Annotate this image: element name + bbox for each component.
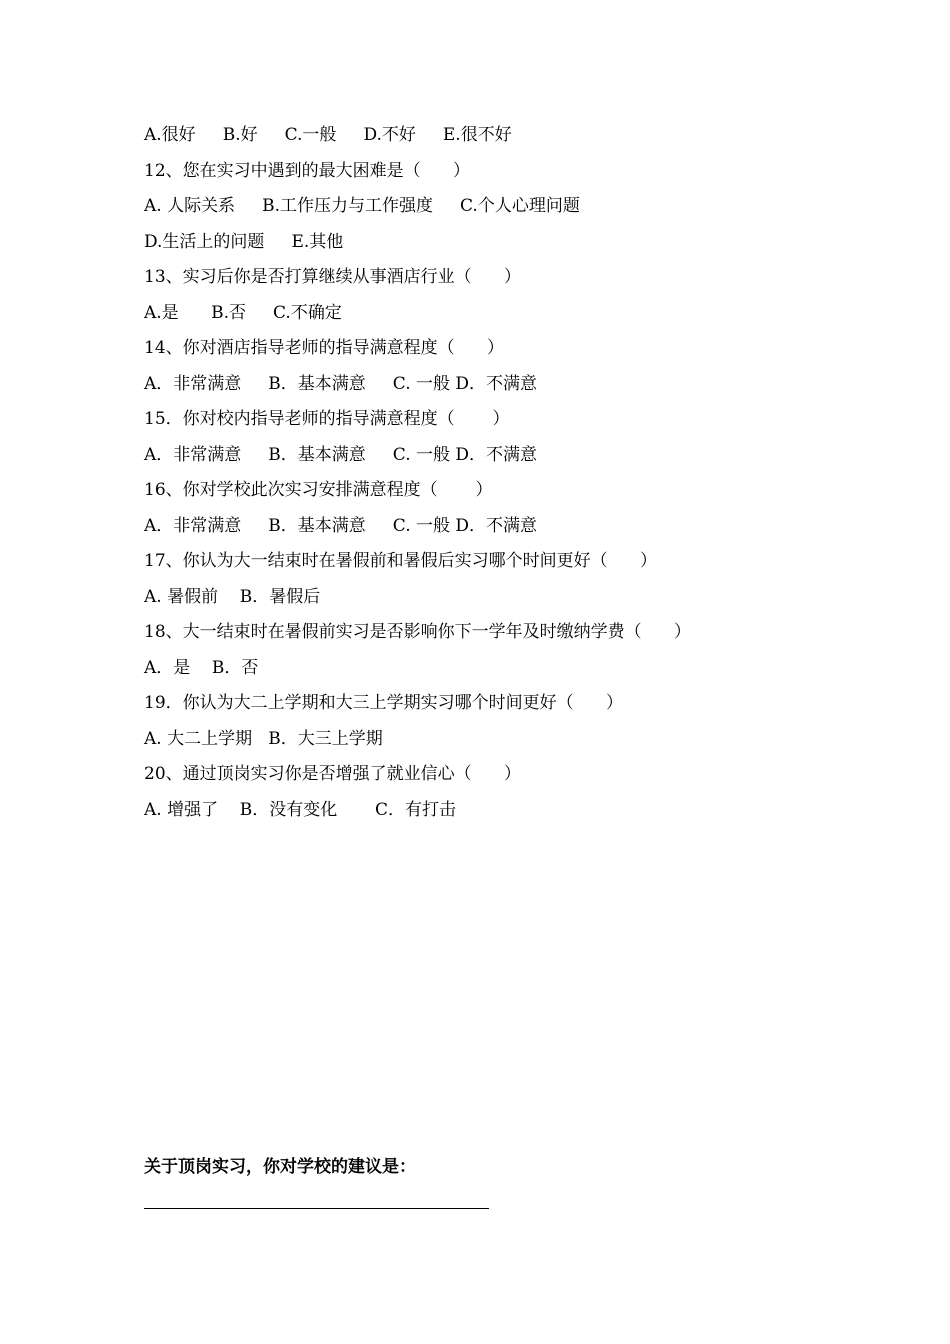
q16-question: 16、你对学校此次实习安排满意程度（ ） bbox=[144, 480, 493, 500]
q19-options: A. 大二上学期 B．大三上学期 bbox=[144, 729, 383, 749]
q20-options: A. 增强了 B．没有变化 C．有打击 bbox=[144, 800, 457, 820]
q11-options: A.很好 B.好 C.一般 D.不好 E.很不好 bbox=[144, 125, 512, 145]
q12-options-row1: A. 人际关系 B.工作压力与工作强度 C.个人心理问题 bbox=[144, 196, 580, 216]
answer-underline bbox=[144, 1208, 489, 1209]
q17-options: A. 暑假前 B．暑假后 bbox=[144, 587, 321, 607]
q14-options: A．非常满意 B．基本满意 C. 一般 D．不满意 bbox=[144, 374, 538, 394]
q19-question: 19．你认为大二上学期和大三上学期实习哪个时间更好（ ） bbox=[144, 693, 624, 713]
q13-options: A.是 B.否 C.不确定 bbox=[144, 303, 342, 323]
q12-question: 12、您在实习中遇到的最大困难是（ ） bbox=[144, 161, 471, 181]
q18-question: 18、大一结束时在暑假前实习是否影响你下一学年及时缴纳学费（ ） bbox=[144, 622, 692, 642]
q14-question: 14、你对酒店指导老师的指导满意程度（ ） bbox=[144, 338, 505, 358]
q16-options: A．非常满意 B．基本满意 C. 一般 D．不满意 bbox=[144, 516, 538, 536]
q15-options: A．非常满意 B．基本满意 C. 一般 D．不满意 bbox=[144, 445, 538, 465]
q17-question: 17、你认为大一结束时在暑假前和暑假后实习哪个时间更好（ ） bbox=[144, 551, 658, 571]
q15-question: 15．你对校内指导老师的指导满意程度（ ） bbox=[144, 409, 510, 429]
q12-options-row2: D.生活上的问题 E.其他 bbox=[144, 232, 344, 252]
q13-question: 13、实习后你是否打算继续从事酒店行业（ ） bbox=[144, 267, 522, 287]
q20-question: 20、通过顶岗实习你是否增强了就业信心（ ） bbox=[144, 764, 522, 784]
suggestion-prompt: 关于顶岗实习，你对学校的建议是： bbox=[144, 1157, 416, 1177]
q18-options: A．是 B．否 bbox=[144, 658, 259, 678]
